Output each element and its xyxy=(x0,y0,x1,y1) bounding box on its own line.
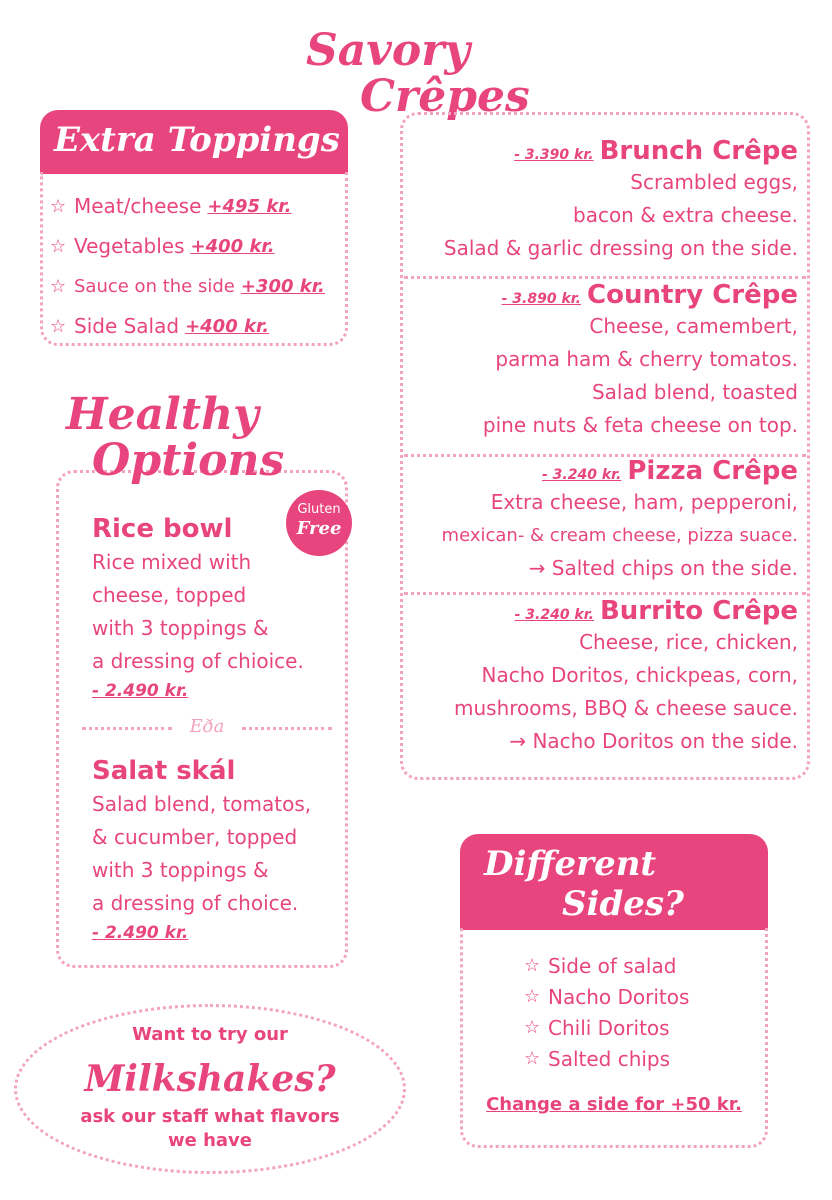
change-side-note: Change a side for +50 kr. xyxy=(486,1094,742,1115)
or-separator xyxy=(82,718,332,738)
crepe-burrito xyxy=(454,596,798,758)
milkshakes-note-line1: ask our staff what flavors xyxy=(80,1106,340,1127)
crepe-description: pine nuts & feta cheese on top. xyxy=(482,413,798,437)
crepe-name: Country Crêpe xyxy=(587,280,798,310)
extra-toppings-list xyxy=(50,186,325,346)
bowl-price: - 2.490 kr. xyxy=(92,923,189,943)
sides-list xyxy=(524,950,689,1074)
bowl-price: - 2.490 kr. xyxy=(92,681,189,701)
topping-price: +495 kr. xyxy=(207,195,292,217)
topping-label: Sauce on the side xyxy=(74,275,235,297)
crepe-price: - 3.390 kr. xyxy=(514,147,594,163)
extra-toppings-title: Extra Toppings xyxy=(54,120,340,160)
milkshakes-title: Milkshakes? xyxy=(84,1058,336,1100)
milkshakes-note-line2: we have xyxy=(167,1130,252,1151)
crepe-price: - 3.240 kr. xyxy=(541,467,622,483)
crepe-name: Burrito Crêpe xyxy=(599,596,798,626)
crepe-country xyxy=(483,280,798,442)
crepe-price: - 3.240 kr. xyxy=(514,607,594,623)
rice-bowl xyxy=(92,512,304,704)
star-outline-icon: ☆ xyxy=(50,275,67,297)
topping-label: Side Salad xyxy=(74,314,180,338)
crepe-description: mexican- & cream cheese, pizza suace. xyxy=(441,525,798,546)
separator-line xyxy=(242,727,332,730)
separator-line xyxy=(82,727,172,730)
bowl-description: a dressing of chioice. xyxy=(92,649,304,673)
crepe-description: → Salted chips on the side. xyxy=(528,556,798,580)
side-label: Side of salad xyxy=(548,953,677,978)
salad-bowl xyxy=(92,754,311,946)
topping-price: +400 kr. xyxy=(185,315,270,337)
badge-line1: Gluten xyxy=(297,502,341,517)
star-outline-icon: ☆ xyxy=(50,315,67,337)
crepe-name: Brunch Crêpe xyxy=(599,136,798,166)
star-outline-icon: ☆ xyxy=(524,986,541,1007)
bowl-description: Rice mixed with xyxy=(92,550,252,574)
crepe-description: Salad & garlic dressing on the side. xyxy=(443,236,798,260)
extra-toppings-header xyxy=(40,110,348,174)
list-item xyxy=(524,981,689,1012)
topping-price: +400 kr. xyxy=(190,235,275,257)
topping-price: +300 kr. xyxy=(240,275,325,297)
crepe-pizza xyxy=(442,456,798,585)
different-sides-header xyxy=(460,834,768,930)
crepe-description: → Nacho Doritos on the side. xyxy=(509,729,798,753)
list-item xyxy=(524,1012,689,1043)
topping-label: Vegetables xyxy=(74,234,185,258)
bowl-description: with 3 toppings & xyxy=(92,858,269,882)
bowl-description: a dressing of choice. xyxy=(92,891,299,915)
bowl-description: Salad blend, tomatos, xyxy=(92,792,312,816)
bowl-description: cheese, topped xyxy=(92,583,247,607)
crepe-description: Salad blend, toasted xyxy=(591,380,798,404)
list-item xyxy=(50,266,325,306)
sides-title-line2: Sides? xyxy=(562,884,684,924)
star-outline-icon: ☆ xyxy=(524,955,541,976)
crepe-brunch xyxy=(444,136,798,265)
crepe-description: mushrooms, BBQ & cheese sauce. xyxy=(454,696,798,720)
sides-title-line1: Different xyxy=(484,844,657,884)
crepe-description: Scrambled eggs, xyxy=(630,170,798,194)
crepe-name: Pizza Crêpe xyxy=(627,456,798,486)
savory-crepes-title xyxy=(300,25,540,122)
side-label: Chili Doritos xyxy=(548,1015,670,1040)
topping-label: Meat/cheese xyxy=(74,194,202,218)
crepe-description: parma ham & cherry tomatos. xyxy=(495,347,798,371)
star-outline-icon: ☆ xyxy=(50,235,67,257)
list-item xyxy=(50,226,325,266)
bowl-name: Rice bowl xyxy=(92,514,233,544)
crepe-description: Cheese, rice, chicken, xyxy=(579,630,798,654)
crepe-description: bacon & extra cheese. xyxy=(573,203,798,227)
milkshakes-intro: Want to try our xyxy=(132,1024,288,1045)
bowl-name: Salat skál xyxy=(92,756,236,786)
crepe-description: Nacho Doritos, chickpeas, corn, xyxy=(481,663,798,687)
star-outline-icon: ☆ xyxy=(524,1017,541,1038)
badge-line2: Free xyxy=(296,518,342,539)
star-outline-icon: ☆ xyxy=(50,195,67,217)
bowl-description: with 3 toppings & xyxy=(92,616,269,640)
crepe-divider xyxy=(404,592,806,595)
healthy-options-title xyxy=(66,389,285,486)
crepe-description: Cheese, camembert, xyxy=(589,314,798,338)
side-label: Nacho Doritos xyxy=(548,984,690,1009)
crepe-price: - 3.890 kr. xyxy=(501,291,581,307)
list-item xyxy=(50,306,325,346)
savory-title-line2: Crêpes xyxy=(360,71,530,122)
side-label: Salted chips xyxy=(548,1046,671,1071)
list-item xyxy=(524,1043,689,1074)
crepe-divider xyxy=(404,276,806,279)
savory-title-line1: Savory xyxy=(306,25,470,76)
bowl-description: & cucumber, topped xyxy=(92,825,298,849)
healthy-title-line2: Options xyxy=(92,435,285,486)
list-item xyxy=(50,186,325,226)
crepe-description: Extra cheese, ham, pepperoni, xyxy=(490,490,798,514)
star-outline-icon: ☆ xyxy=(524,1048,541,1069)
list-item xyxy=(524,950,689,981)
separator-text: Eða xyxy=(189,716,225,737)
healthy-title-line1: Healthy xyxy=(66,389,259,440)
